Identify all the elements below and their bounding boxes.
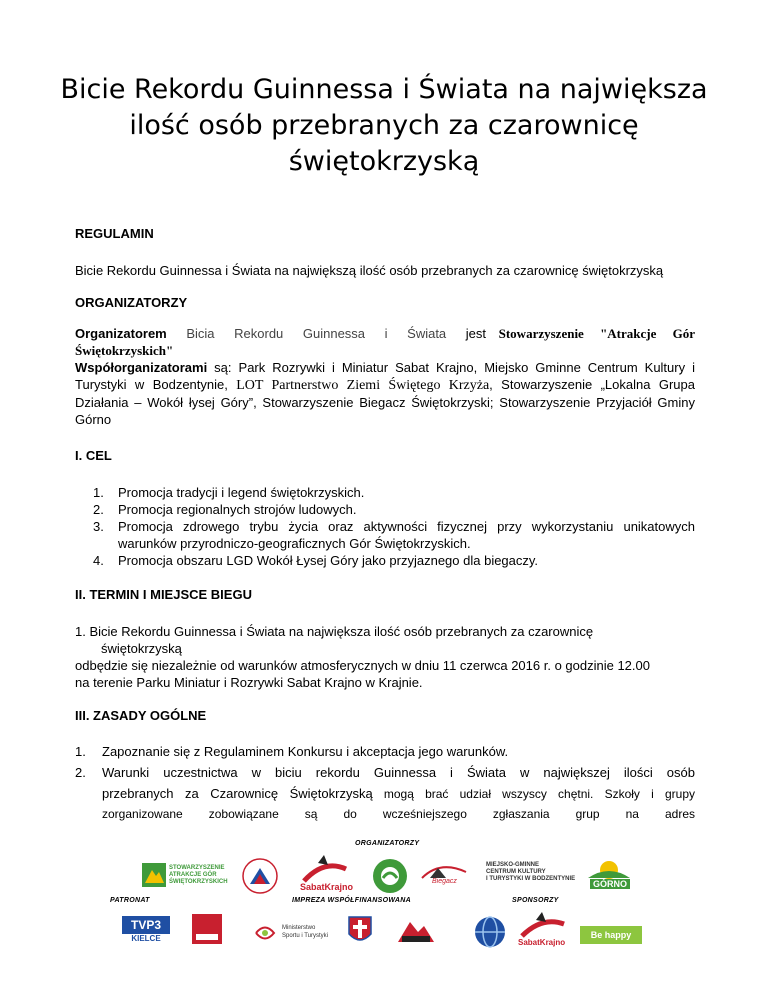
sabat-krajno-logo: SabatKrajno [298,855,350,895]
ministerstwo-logo: Ministerstwo Sportu i Turystyki [254,922,338,948]
gorno-logo: GÓRNO [586,854,632,890]
organizatorzy-footer-label: ORGANIZATORZY [355,840,420,847]
zasady-item-2-line-1: Warunki uczestnictwa w biciu rekordu Guinnessa i Świata w największej ilości osób [102,765,695,780]
co-organizers-label: Współorganizatorami [75,360,208,375]
zasady-item-1: 1. Zapoznanie się z Regulaminem Konkursu i akceptacja jego warunków. [75,744,509,759]
biegacz-logo: Biegacz [420,862,468,890]
lgd-logo [396,916,436,946]
termin-heading: II. TERMIN I MIEJSCE BIEGU [75,587,252,602]
zasady-heading: III. ZASADY OGÓLNE [75,708,207,723]
co-organizers-text-2: , Stowarzyszenie „Lokalna Grupa Działania – Wokół łysej Góry”, Stowarzyszenie Biegacz Świętokrzyski; Stowarzyszenie Przyjaciół Gminy Górno [75,377,695,427]
organizer-jest: jest [465,326,499,341]
red-patron-logo [192,914,222,944]
organizatorzy-paragraph [75,325,695,428]
title-line-3: świętokrzyską [288,146,480,177]
mountain-icon [142,863,166,887]
termin-line-1: 1. Bicie Rekordu Guinnessa i Świata na największa ilość osób przebranych za czarownicę [75,624,594,639]
sun-icon [586,854,632,880]
cel-heading: I. CEL [75,448,112,463]
globe-sponsor-logo [474,916,506,948]
impreza-label: IMPREZA WSPÓŁFINANSOWANA [292,897,411,904]
organizer-text: Bicia Rekordu Guinnessa i Świata [166,326,466,341]
regulamin-heading: REGULAMIN [75,226,154,241]
zasady-item-2-line-3: zorganizowane zobowiązane są do wcześniejszego zgłaszania grup na adres [102,807,695,821]
organizer-name: Stowarzyszenie "Atrakcje Gór Świętokrzyskich" [75,326,696,358]
title-line-1: Bicie Rekordu Guinnessa i Świata na największa [60,74,708,105]
sponsorzy-label: SPONSORZY [512,897,559,904]
zasady-item-2-line-2: przebranych za Czarownicę Świętokrzyską mogą brać udział wszyscy chętni. Szkoły i grupy [102,786,695,801]
green-circle-logo [372,858,408,894]
document-title [60,72,708,180]
termin-line-4: na terenie Parku Miniatur i Rozrywki Sabat Krajno w Krajnie. [75,675,423,690]
sponsor-logos-footer [110,838,658,958]
crest-logo [348,916,372,946]
cel-item: 3. Promocja zdrowego trybu życia oraz aktywności fizycznej przy wykorzystaniu unikatowych warunków przyrodniczo-geograficznych Gór Świętokrzyskich. [93,519,695,551]
tvp3-logo: TVP3 KIELCE [122,916,172,950]
round-badge-logo [242,858,278,894]
termin-line-3: odbędzie się niezależnie od warunków atmosferycznych w dniu 11 czerwca 2016 r. o godzinie 12.00 [75,658,650,673]
cel-item: 4. Promocja obszaru LGD Wokół Łysej Góry jako przyjaznego dla biegaczy. [93,553,539,568]
organizer-label: Organizatorem [75,326,167,341]
be-happy-logo: Be happy [580,926,642,944]
zasady-item-2-num: 2. [75,765,86,780]
co-organizers-lot: LOT Partnerstwo Ziemi Świętego Krzyża [236,378,490,393]
cel-list [75,484,695,569]
ministry-icon [254,922,276,944]
termin-line-2: świętokrzyską [101,641,182,656]
co-organizers-text-1: są: Park Rozrywki i Miniatur Sabat Krajno, Miejsko Gminne Centrum Kultury i Turystyki w Bodzentynie, [75,360,695,392]
organizatorzy-heading: ORGANIZATORZY [75,295,188,310]
mgck-logo: MIEJSKO-GMINNE CENTRUM KULTURY I TURYSTYKI W BODZENTYNIE [486,862,576,882]
cel-item: 2. Promocja regionalnych strojów ludowych. [93,502,357,517]
title-line-2: ilość osób przebranych za czarownicę [129,110,639,141]
stowarzyszenie-logo: STOWARZYSZENIE ATRAKCJE GÓR ŚWIĘTOKRZYSKICH [142,862,222,888]
patronat-label: PATRONAT [110,897,150,904]
regulamin-subtitle: Bicie Rekordu Guinnessa i Świata na największą ilość osób przebranych za czarownicę świętokrzyską [75,263,664,278]
sabat-krajno-sponsor-logo: SabatKrajno [518,912,566,950]
cel-item: 1. Promocja tradycji i legend świętokrzyskich. [93,485,365,500]
